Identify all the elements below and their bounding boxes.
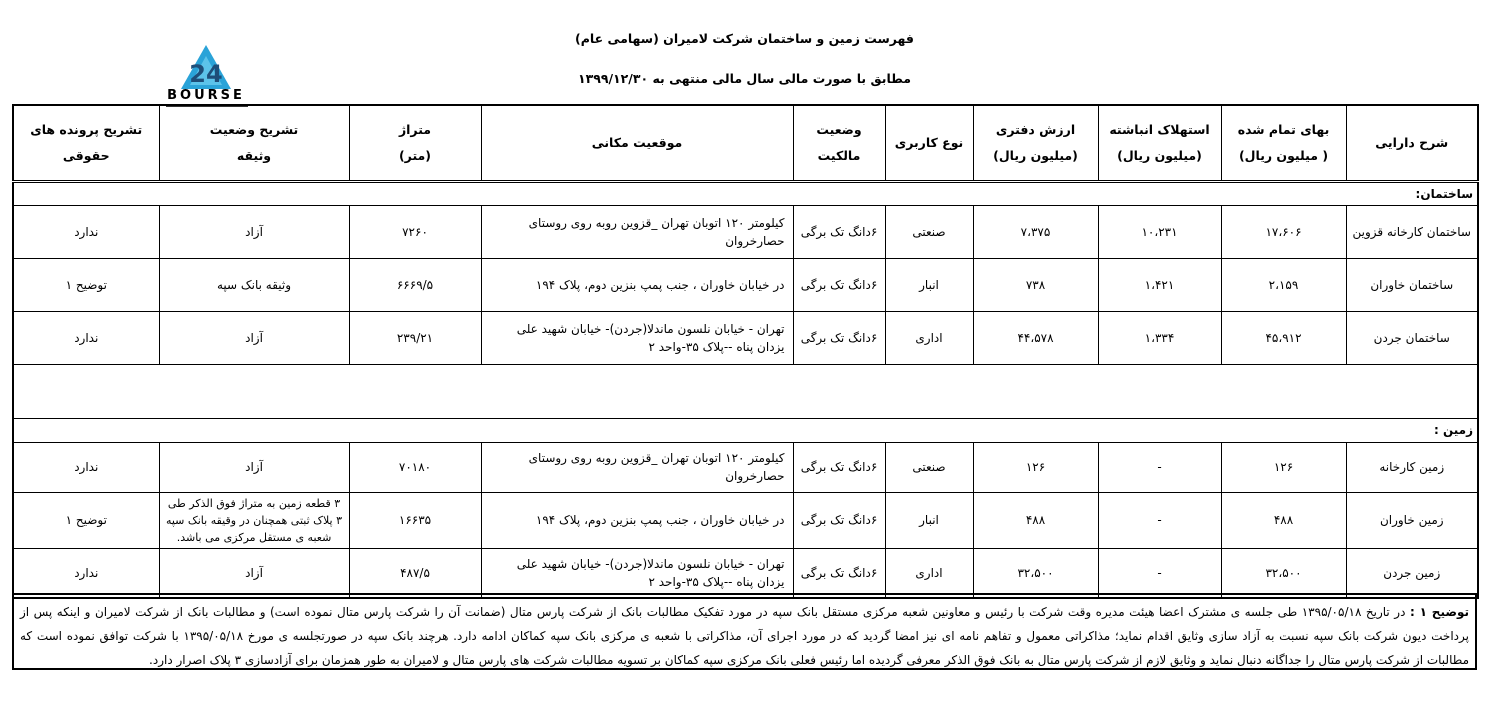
cell-depreciation: ۱،۴۲۱ <box>1098 258 1221 311</box>
bourse-logo <box>160 44 252 110</box>
section-row-buildings <box>13 181 1478 205</box>
cell-usage: صنعتی <box>885 442 973 492</box>
cell-description: زمین جردن <box>1346 548 1478 598</box>
page-subtitle: مطابق با صورت مالی سال مالی منتهی به ۱۳۹۹/۱۲/۳۰ <box>577 71 912 86</box>
cell-usage: انبار <box>885 492 973 548</box>
cell-legal: توضیح ۱ <box>13 258 159 311</box>
cell-description: ساختمان جردن <box>1346 311 1478 364</box>
header-location: موقعیت مکانی <box>481 105 793 181</box>
cell-description: ساختمان کارخانه قزوین <box>1346 205 1478 258</box>
cell-legal: ندارد <box>13 548 159 598</box>
cell-collateral: آزاد <box>159 205 349 258</box>
cell-cost: ۱۲۶ <box>1221 442 1346 492</box>
cell-cost: ۲،۱۵۹ <box>1221 258 1346 311</box>
cell-description: زمین خاوران <box>1346 492 1478 548</box>
cell-collateral: آزاد <box>159 442 349 492</box>
logo-text: BOURSE <box>167 88 245 103</box>
cell-area: ۴۸۷/۵ <box>349 548 481 598</box>
cell-area: ۱۶۶۳۵ <box>349 492 481 548</box>
section-label: زمین : <box>13 418 1478 442</box>
header-ownership: وضعیت مالکیت <box>793 105 885 181</box>
footnote-label: توضیح ۱ : <box>1409 605 1469 619</box>
cell-book-value: ۷،۳۷۵ <box>973 205 1098 258</box>
cell-legal: توضیح ۱ <box>13 492 159 548</box>
table-row <box>13 311 1478 364</box>
cell-depreciation: - <box>1098 492 1221 548</box>
bourse-logo-icon <box>180 44 232 90</box>
cell-usage: انبار <box>885 258 973 311</box>
cell-collateral: وثیقه بانک سپه <box>159 258 349 311</box>
cell-book-value: ۴۸۸ <box>973 492 1098 548</box>
cell-book-value: ۷۳۸ <box>973 258 1098 311</box>
cell-area: ۷۲۶۰ <box>349 205 481 258</box>
cell-depreciation: - <box>1098 548 1221 598</box>
cell-ownership: ۶دانگ تک برگی <box>793 548 885 598</box>
header-area: متراژ (متر) <box>349 105 481 181</box>
header-cost: بهای تمام شده ( میلیون ریال) <box>1221 105 1346 181</box>
cell-usage: صنعتی <box>885 205 973 258</box>
table-row <box>13 548 1478 598</box>
cell-ownership: ۶دانگ تک برگی <box>793 442 885 492</box>
header-legal: تشریح پرونده های حقوقی <box>13 105 159 181</box>
table-row <box>13 492 1478 548</box>
cell-ownership: ۶دانگ تک برگی <box>793 492 885 548</box>
header-collateral: تشریح وضعیت وثیقه <box>159 105 349 181</box>
cell-book-value: ۳۲،۵۰۰ <box>973 548 1098 598</box>
header-description: شرح دارایی <box>1346 105 1478 181</box>
section-row-lands <box>13 418 1478 442</box>
cell-location: در خیابان خاوران ، جنب پمپ بنزین دوم، پلاک ۱۹۴ <box>481 258 793 311</box>
cell-usage: اداری <box>885 311 973 364</box>
table-row <box>13 205 1478 258</box>
table-header-row <box>13 105 1478 181</box>
cell-description: ساختمان خاوران <box>1346 258 1478 311</box>
cell-usage: اداری <box>885 548 973 598</box>
header-depreciation: استهلاک انباشته (میلیون ریال) <box>1098 105 1221 181</box>
spacer-cell <box>13 364 1478 418</box>
cell-cost: ۳۲،۵۰۰ <box>1221 548 1346 598</box>
footnote-box <box>12 593 1477 670</box>
cell-area: ۷۰۱۸۰ <box>349 442 481 492</box>
cell-depreciation: ۱۰،۲۳۱ <box>1098 205 1221 258</box>
cell-ownership: ۶دانگ تک برگی <box>793 258 885 311</box>
cell-ownership: ۶دانگ تک برگی <box>793 205 885 258</box>
cell-legal: ندارد <box>13 442 159 492</box>
cell-description: زمین کارخانه <box>1346 442 1478 492</box>
cell-collateral: ۳ قطعه زمین به متراژ فوق الذکر طی ۳ پلاک ثبتی همچنان در وقیقه بانک سپه شعبه ی مستقل مرکزی می باشد. <box>159 492 349 548</box>
cell-location: کیلومتر ۱۲۰ اتوبان تهران _قزوین روبه روی روستای حصارخروان <box>481 205 793 258</box>
cell-collateral: آزاد <box>159 311 349 364</box>
cell-legal: ندارد <box>13 205 159 258</box>
header-usage: نوع کاربری <box>885 105 973 181</box>
cell-book-value: ۱۲۶ <box>973 442 1098 492</box>
assets-table <box>12 104 1479 599</box>
header-book-value: ارزش دفتری (میلیون ریال) <box>973 105 1098 181</box>
cell-legal: ندارد <box>13 311 159 364</box>
cell-cost: ۱۷،۶۰۶ <box>1221 205 1346 258</box>
cell-ownership: ۶دانگ تک برگی <box>793 311 885 364</box>
svg-text:24: 24 <box>189 60 223 88</box>
cell-depreciation: - <box>1098 442 1221 492</box>
cell-location: در خیابان خاوران ، جنب پمپ بنزین دوم، پلاک ۱۹۴ <box>481 492 793 548</box>
page-title: فهرست زمین و ساختمان شرکت لامیران (سهامی عام) <box>575 31 914 46</box>
spacer-row <box>13 364 1478 418</box>
cell-location: تهران - خیابان نلسون ماندلا(جردن)- خیابان شهید علی یزدان پناه --پلاک ۳۵-واحد ۲ <box>481 548 793 598</box>
cell-location: کیلومتر ۱۲۰ اتوبان تهران _قزوین روبه روی روستای حصارخروان <box>481 442 793 492</box>
cell-area: ۲۳۹/۲۱ <box>349 311 481 364</box>
table-row <box>13 258 1478 311</box>
cell-location: تهران - خیابان نلسون ماندلا(جردن)- خیابان شهید علی یزدان پناه --پلاک ۳۵-واحد ۲ <box>481 311 793 364</box>
cell-depreciation: ۱،۳۳۴ <box>1098 311 1221 364</box>
cell-cost: ۴۵،۹۱۲ <box>1221 311 1346 364</box>
cell-area: ۶۶۶۹/۵ <box>349 258 481 311</box>
cell-collateral: آزاد <box>159 548 349 598</box>
cell-book-value: ۴۴،۵۷۸ <box>973 311 1098 364</box>
table-row <box>13 442 1478 492</box>
cell-cost: ۴۸۸ <box>1221 492 1346 548</box>
section-label: ساختمان: <box>13 181 1478 205</box>
footnote-text: در تاریخ ۱۳۹۵/۰۵/۱۸ طی جلسه ی مشترک اعضا هیئت مدیره وقت شرکت با رئیس و معاونین شعبه مرکزی مستقل بانک سپه در مورد تفکیک مطالبات بانک از شرکت پارس متال (ضمانت آن را شرکت پارس متال نموده است) و مطالبات بانک از شرکت لامیران و اینکه پس از پرداخت دیون شرکت بانک سپه نسبت به آزاد سازی وثایق اقدام نماید؛ مذاکراتی معمول و تفاهم نامه ای نیز امضا گردید که در مورد اجرای آن، مذاکراتی با شعبه ی مرکزی بانک سپه کماکان ادامه دارد. هرچند بانک سپه در صورتجلسه ی مورخ ۱۳۹۵/۰۵/۱۸ با شرکت توافق نموده است که مطالبات از شرکت پارس متال را جداگانه دنبال نماید و وثایق لازم از شرکت پارس متال به بانک فوق الذکر معرفی گردیده اما رئیس فعلی بانک مرکزی سپه کماکان بر تسویه مطالبات شرکت های پارس متال و لامیران به طور همزمان برای آزادسازی ۳ پلاک اصرار دارد. <box>20 605 1469 667</box>
